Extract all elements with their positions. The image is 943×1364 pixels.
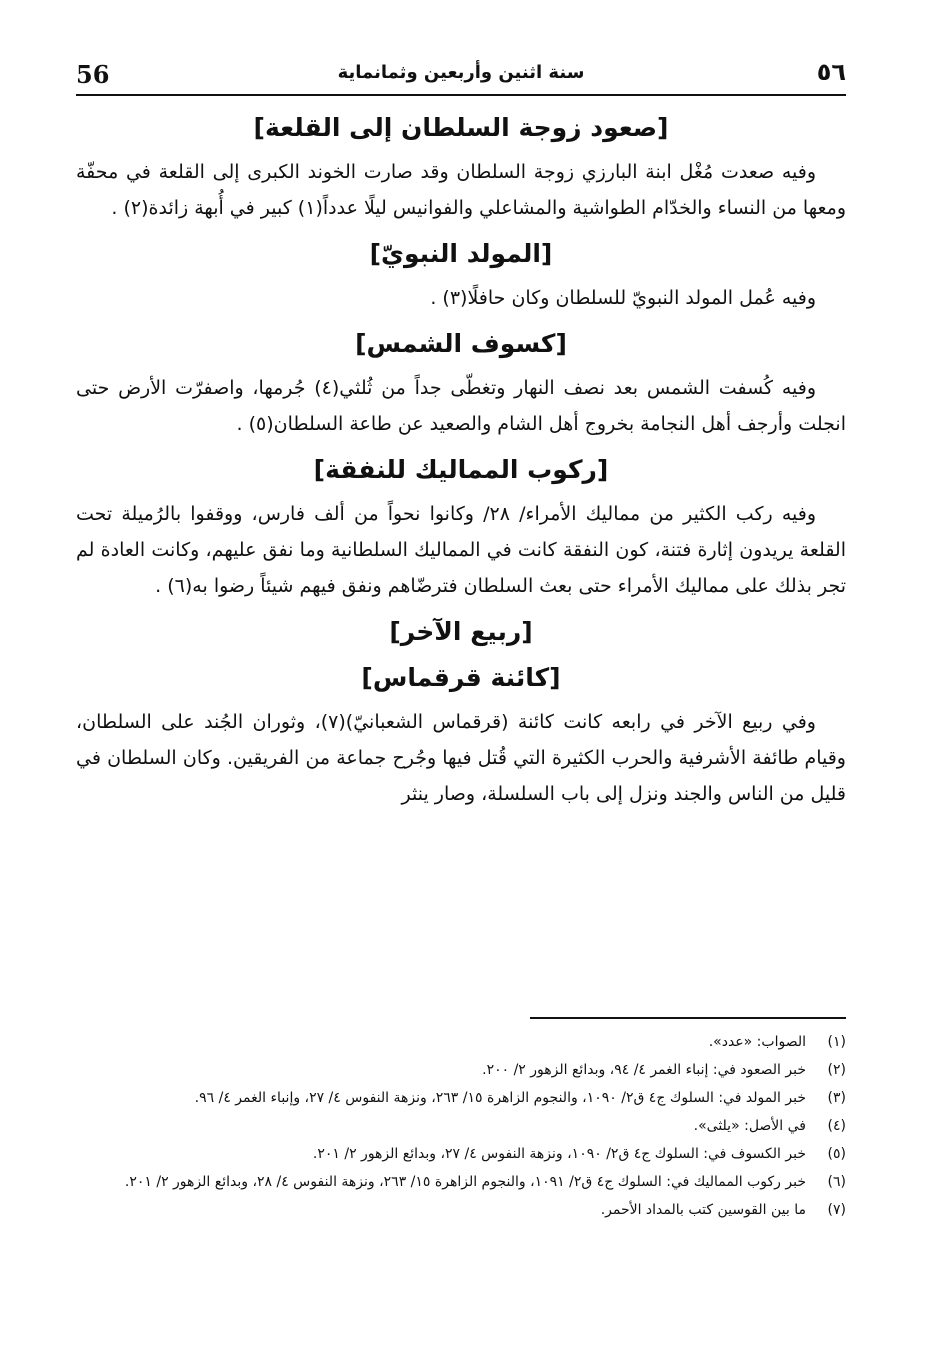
footnote-number: (٧) xyxy=(827,1202,846,1218)
section-qurqumas xyxy=(76,658,846,812)
section-heading: [المولد النبويّ] xyxy=(369,239,553,268)
page-number-arabic: ٥٦ xyxy=(816,58,846,86)
section-eclipse xyxy=(76,324,846,442)
footnote-number: (٤) xyxy=(827,1118,846,1134)
footnote xyxy=(76,1056,846,1084)
page-number-latin: 56 xyxy=(76,60,110,89)
footnote-number: (١) xyxy=(827,1034,846,1050)
footnote-number: (٥) xyxy=(827,1146,846,1162)
footnote-text: الصواب: «عدد». xyxy=(708,1034,806,1050)
section-paragraph: وفيه صعدت مُغْل ابنة البارزي زوجة السلطان وقد صارت الخوند الكبرى إلى القلعة في محفّة ومعها من النساء والخدّام الطواشية والمشاعلي والفوانيس ليلًا عدداً(١) كبير في أُبهة زائدة(٢) . xyxy=(76,161,846,219)
footnote xyxy=(76,1140,846,1168)
footnote xyxy=(76,1112,846,1140)
section-paragraph: وفيه ركب الكثير من مماليك الأمراء/ ٢٨/ وكانوا نحواً من ألف فارس، ووقفوا بالرُميلة تحت القلعة يريدون إثارة فتنة، كون النفقة كانت في المماليك السلطانية وما نفق عليهم، وكانت العادة لم تجر بذلك على مماليك الأمراء حتى بعث السلطان فترضّاهم ونفق فيهم شيئاً رضوا به(٦) . xyxy=(76,503,846,597)
section-sultan-wife xyxy=(76,108,846,226)
section-paragraph: وفيه كُسفت الشمس بعد نصف النهار وتغطّى جداً من ثُلثي(٤) جُرمها، واصفرّت الأرض حتى انجلت وأرجف أهل النجامة بخروج أهل الشام والصعيد عن طاعة السلطان(٥) . xyxy=(76,377,846,435)
footnote-text: خبر ركوب المماليك في: السلوك ج٤ ق٢/ ١٠٩١، والنجوم الزاهرة ١٥/ ٢٦٣، ونزهة النفوس ٤/ ٢٨، وبدائع الزهور ٢/ ٢٠١. xyxy=(124,1174,806,1190)
footnote-number: (٦) xyxy=(827,1174,846,1190)
footnote-text: خبر الكسوف في: السلوك ج٤ ق٢/ ١٠٩٠، ونزهة النفوس ٤/ ٢٧، وبدائع الزهور ٢/ ٢٠١. xyxy=(312,1146,806,1162)
footnote-number: (٣) xyxy=(827,1090,846,1106)
month-heading: [ربيع الآخر] xyxy=(389,617,533,646)
main-text xyxy=(76,108,846,820)
section-paragraph: وفيه عُمل المولد النبويّ للسلطان وكان حافلًا(٣) . xyxy=(430,287,816,309)
footnote-text: في الأصل: «يلثى». xyxy=(693,1118,806,1134)
section-mawlid xyxy=(76,234,846,316)
section-heading: [ركوب المماليك للنفقة] xyxy=(313,455,609,484)
footnotes xyxy=(76,1028,846,1224)
footnote xyxy=(76,1196,846,1224)
section-heading: [صعود زوجة السلطان إلى القلعة] xyxy=(253,113,669,142)
footnote-text: خبر الصعود في: إنباء الغمر ٤/ ٩٤، وبدائع الزهور ٢/ ٢٠٠. xyxy=(482,1062,806,1078)
footnote xyxy=(76,1028,846,1056)
footnote-text: خبر المولد في: السلوك ج٤ ق٢/ ١٠٩٠، والنجوم الزاهرة ١٥/ ٢٦٣، ونزهة النفوس ٤/ ٢٧، وإنباء الغمر ٤/ ٩٦. xyxy=(194,1090,806,1106)
page-header xyxy=(76,58,846,96)
running-title: سنة اثنين وأربعين وثمانماية xyxy=(337,62,585,83)
section-mamluks xyxy=(76,450,846,604)
section-rabi-akhir xyxy=(76,612,846,652)
footnote-number: (٢) xyxy=(827,1062,846,1078)
section-paragraph: وفي ربيع الآخر في رابعه كانت كائنة (قرقماس الشعبانيّ)(٧)، وثوران الجُند على السلطان، وقيام طائفة الأشرفية والحرب الكثيرة التي قُتل فيها وجُرح جماعة من الفريقين. وكان السلطان في قليل من الناس والجند ونزل إلى باب السلسلة، وصار ينثر xyxy=(76,711,846,805)
footnote xyxy=(76,1168,846,1196)
footnote-text: ما بين القوسين كتب بالمداد الأحمر. xyxy=(600,1202,806,1218)
footnote xyxy=(76,1084,846,1112)
footnote-divider xyxy=(530,1017,846,1019)
section-heading: [كائنة قرقماس] xyxy=(361,663,561,692)
section-heading: [كسوف الشمس] xyxy=(355,329,567,358)
